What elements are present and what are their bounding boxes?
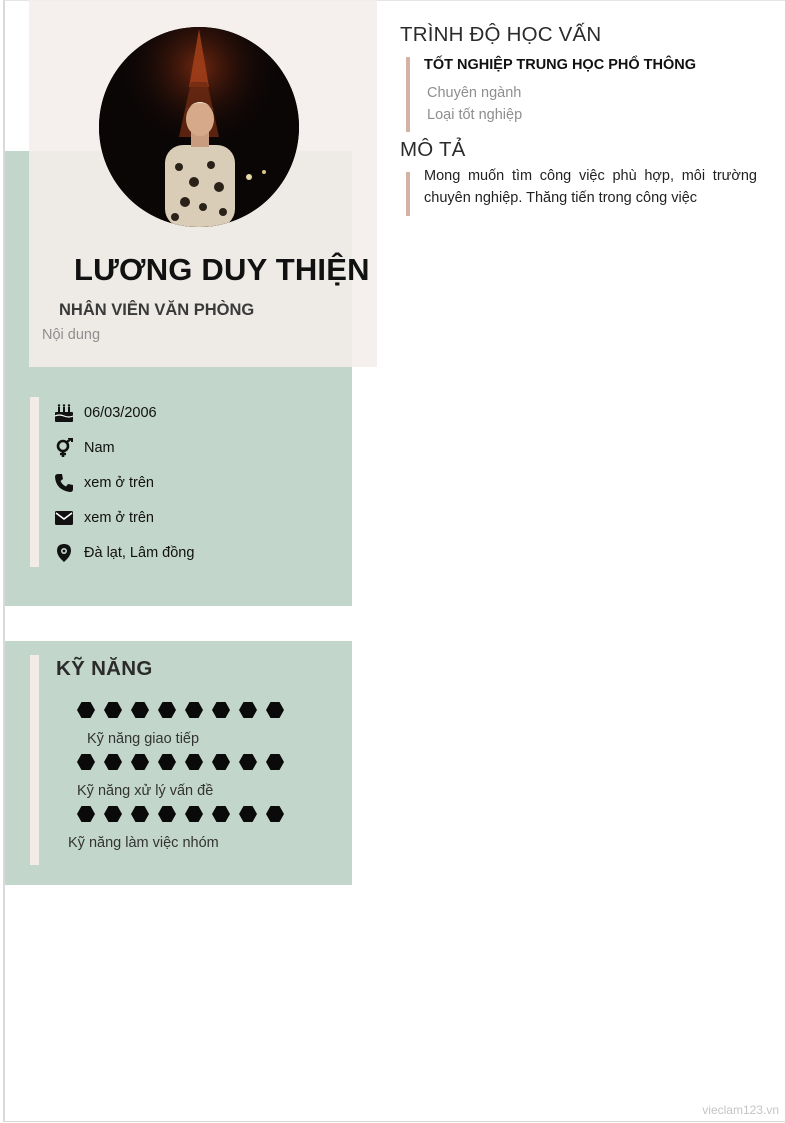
skill-level-hexagon [131, 806, 149, 822]
objective-text: Nội dung [42, 327, 101, 343]
skill-level-hexagon [77, 806, 95, 822]
skills-accent-bar [30, 655, 39, 865]
skill-level-hexagon [104, 702, 122, 718]
education-major: Chuyên ngành [427, 85, 522, 101]
skill-level-hexagon [131, 754, 149, 770]
skill-rating [77, 702, 287, 720]
location-pin-icon [54, 543, 74, 563]
education-school: TỐT NGHIỆP TRUNG HỌC PHỔ THÔNG [424, 57, 697, 73]
skill-level-hexagon [185, 754, 203, 770]
summary-text: Mong muốn tìm công việc phù hợp, môi trường chuyên nghiệp. Thăng tiến trong công việc [424, 168, 757, 206]
contact-gender [54, 437, 115, 459]
skill-level-hexagon [266, 806, 284, 822]
contact-address [54, 542, 194, 564]
skill-level-hexagon [239, 806, 257, 822]
contact-accent-bar [30, 397, 39, 567]
avatar-photo [99, 27, 299, 227]
birthday-cake-icon [54, 403, 74, 423]
skill-rating [77, 754, 287, 772]
gender-text: Nam [84, 440, 115, 456]
skill-level-hexagon [158, 702, 176, 718]
skill-level-hexagon [185, 702, 203, 718]
email-text: xem ở trên [84, 510, 154, 526]
phone-icon [54, 473, 74, 493]
address-text: Đà lạt, Lâm đồng [84, 545, 195, 561]
avatar [99, 27, 299, 227]
skill-level-hexagon [158, 806, 176, 822]
education-accent-bar [406, 57, 410, 132]
email-icon [54, 508, 74, 528]
skill-level-hexagon [212, 806, 230, 822]
skill-level-hexagon [131, 702, 149, 718]
job-title: NHÂN VIÊN VĂN PHÒNG [59, 301, 255, 319]
education-title: TRÌNH ĐỘ HỌC VẤN [400, 23, 602, 46]
skill-name: Kỹ năng làm việc nhóm [68, 835, 219, 851]
skill-name: Kỹ năng xử lý vấn đề [77, 783, 214, 799]
summary-title: MÔ TẢ [400, 138, 466, 161]
skill-level-hexagon [239, 702, 257, 718]
education-grade: Loại tốt nghiệp [427, 107, 523, 123]
skill-level-hexagon [77, 702, 95, 718]
contact-email [54, 507, 154, 529]
skill-level-hexagon [77, 754, 95, 770]
skill-level-hexagon [266, 702, 284, 718]
skill-level-hexagon [104, 806, 122, 822]
birthday-text: 06/03/2006 [84, 405, 157, 421]
candidate-name: LƯƠNG DUY THIỆN [74, 252, 370, 287]
skill-name: Kỹ năng giao tiếp [87, 731, 200, 747]
contact-phone [54, 472, 154, 494]
skill-level-hexagon [266, 754, 284, 770]
phone-text: xem ở trên [84, 475, 154, 491]
skill-level-hexagon [212, 754, 230, 770]
skill-level-hexagon [104, 754, 122, 770]
skill-level-hexagon [239, 754, 257, 770]
gender-icon [54, 438, 74, 458]
skill-level-hexagon [185, 806, 203, 822]
skill-level-hexagon [212, 702, 230, 718]
watermark: vieclam123.vn [702, 1103, 779, 1117]
contact-birthday [54, 402, 157, 424]
skills-title: KỸ NĂNG [56, 657, 153, 680]
skill-level-hexagon [158, 754, 176, 770]
skill-rating [77, 806, 287, 824]
summary-accent-bar [406, 172, 410, 216]
